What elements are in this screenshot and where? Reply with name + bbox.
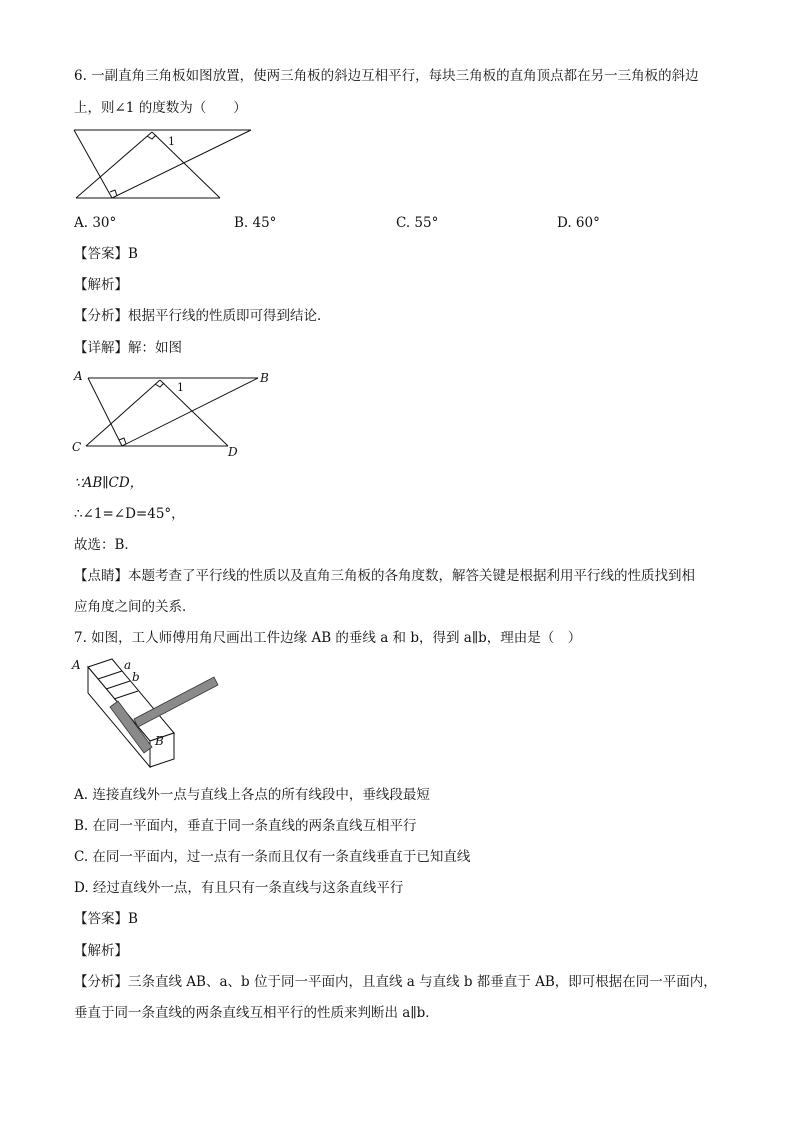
q6-angle-label: 1 [168,135,175,148]
angle-1-label: 1 [177,381,184,394]
q6-answer: 【答案】B [74,246,138,262]
q7-option-d: D. 经过直线外一点，有且只有一条直线与这条直线平行 [74,880,404,896]
q6-step1: ∵AB∥CD， [74,475,144,491]
point-c-label: C [72,440,82,454]
point-b-label: B [260,371,269,385]
q6-stem-line2: 上，则∠1 的度数为（ ） [74,100,247,116]
q7-option-c: C. 在同一平面内，过一点有一条而且仅有一条直线垂直于已知直线 [74,849,471,865]
edge-a-endpoint-label: A [72,658,81,672]
q6-analysis-heading: 【解析】 [74,277,128,293]
q7-figure [70,655,230,775]
q6-labeled-figure [70,368,280,460]
point-a-label: A [74,369,83,383]
q6-option-d: D. 60° [557,215,600,231]
q6-detail: 【详解】解：如图 [74,340,182,356]
q6-comment-line1: 【点睛】本题考查了平行线的性质以及直角三角板的各角度数，解答关键是根据利用平行线的性质找到相 [74,568,695,584]
q7-analysis-line1: 【分析】三条直线 AB、a、b 位于同一平面内，且直线 a 与直线 b 都垂直于 AB，即可根据在同一平面内， [74,974,717,990]
q7-analysis-line2: 垂直于同一条直线的两条直线互相平行的性质来判断出 a∥b． [74,1005,439,1021]
q6-step2: ∴∠1=∠D=45°， [74,506,185,522]
q6-option-b: B. 45° [234,215,277,231]
q6-step3: 故选：B． [74,537,138,553]
q6-figure [70,126,255,206]
line-b-label: b [132,670,140,684]
q7-answer: 【答案】B [74,911,138,927]
q7-analysis-heading: 【解析】 [74,943,128,959]
q6-option-a: A. 30° [74,215,117,231]
edge-b-endpoint-label: B [155,734,164,748]
q7-option-a: A. 连接直线外一点与直线上各点的所有线段中，垂线段最短 [74,787,430,803]
q6-stem-line1: 6. 一副直角三角板如图放置，使两三角板的斜边互相平行，每块三角板的直角顶点都在另一三角板的斜边 [74,68,699,84]
point-d-label: D [228,445,238,459]
q7-option-b: B. 在同一平面内，垂直于同一条直线的两条直线互相平行 [74,818,417,834]
q7-stem: 7. 如图，工人师傅用角尺画出工件边缘 AB 的垂线 a 和 b，得到 a∥b，理由是（ ） [74,630,582,646]
q6-option-c: C. 55° [396,215,439,231]
q6-analysis: 【分析】根据平行线的性质即可得到结论． [74,308,331,324]
line-a-label: a [124,658,132,672]
q6-comment-line2: 应角度之间的关系． [74,599,196,615]
